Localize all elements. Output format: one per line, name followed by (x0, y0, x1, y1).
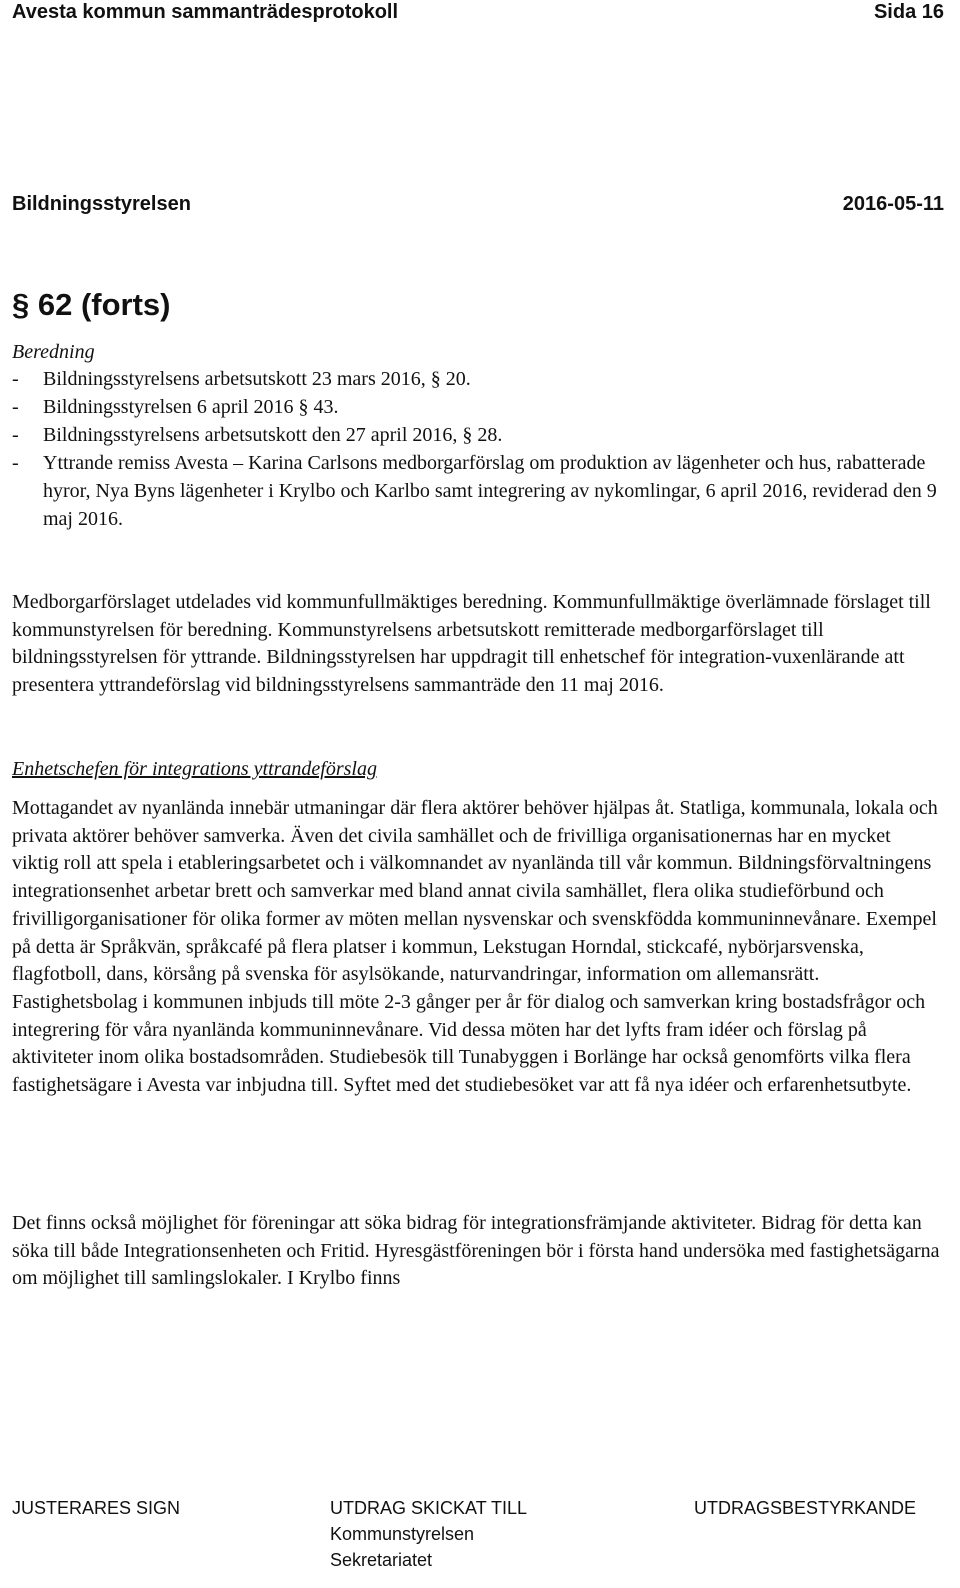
list-item (12, 421, 942, 449)
paragraph-mottagandet: Mottagandet av nyanlända innebär utmaningar där flera aktörer behöver hjälpas åt. Statliga, kommunala, lokala och privata aktörer behöver samverka. Även det civila samhället och de frivilliga organisationernas har en mycket viktig roll att spela i etableringsarbetet och i välkomnandet av nyanlända till vår kommun. Bildningsförvaltningens integrationsenhet arbetar brett och samverkar med bland annat civila samhället, flera olika studieförbund och frivilligorganisationer för olika former av möten mellan nysvenskar och svenskfödda kommuninnevånare. Exempel på detta är Språkvän, språkcafé på flera platser i kommun, Lekstugan Horndal, stickcafé, nybörjarsvenska, flagfotboll, dans, körsång på svenska för asylsökande, naturvandringar, information om allemansrätt. Fastighetsbolag i kommunen inbjuds till möte 2-3 gånger per år för dialog och samverkan kring bostadsfrågor och integrering för våra nyanlända kommuninnevånare. Vid dessa möten har det lyfts fram idéer och förslag på aktiviteter inom olika bostadsområden. Studiebesök till Tunabyggen i Borlänge har också genomförts vilka flera fastighetsägare i Avesta var inbjudna till. Syftet med det studiebesöket var att få nya idéer och erfarenhetsutbyte. (12, 797, 938, 1097)
list-item-text: Bildningsstyrelsens arbetsutskott 23 mars 2016, § 20. (43, 368, 471, 390)
paragraph-medborgarforslag: Medborgarförslaget utdelades vid kommunfullmäktiges beredning. Kommunfullmäktige överlämnade förslaget till kommunstyrelsen för beredning. Kommunstyrelsens arbetsutskott remitterade medborgarförslaget till bildningsstyrelsen för yttrande. Bildningsstyrelsen har uppdragit till enhetschef för integration-vuxenlärande att presentera yttrandeförslag vid bildningsstyrelsens sammanträde den 11 maj 2016. (12, 591, 931, 697)
list-item-text: Bildningsstyrelsens arbetsutskott den 27 april 2016, § 28. (43, 424, 503, 446)
beredning-list (12, 365, 942, 533)
list-dash: - (12, 452, 19, 474)
document-title: Avesta kommun sammanträdesprotokoll (12, 1, 399, 23)
list-item-text: Bildningsstyrelsen 6 april 2016 § 43. (43, 396, 339, 418)
subheading-yttrandeforslag: Enhetschefen för integrations yttrandeförslag (12, 758, 377, 780)
section-heading: § 62 (forts) (12, 287, 171, 322)
list-dash: - (12, 368, 19, 390)
list-item-text: Yttrande remiss Avesta – Karina Carlsons medborgarförslag om produktion av lägenheter och hus, rabatterade hyror, Nya Byns lägenheter i Krylbo och Karlbo samt integrering av nykomlingar, 6 april 2016, reviderad den 9 maj 2016. (43, 452, 937, 530)
meeting-date: 2016-05-11 (842, 193, 944, 215)
list-item (12, 365, 942, 393)
list-dash: - (12, 424, 19, 446)
list-item (12, 393, 942, 421)
footer-recipient: Sekretariatet (330, 1550, 433, 1570)
footer-recipient: Kommunstyrelsen (330, 1524, 475, 1544)
board-name: Bildningsstyrelsen (12, 193, 191, 215)
list-item (12, 449, 942, 533)
list-dash: - (12, 396, 19, 418)
footer-sign-label: JUSTERARES SIGN (12, 1498, 181, 1518)
paragraph-bidrag: Det finns också möjlighet för föreningar att söka bidrag för integrationsfrämjande aktiviteter. Bidrag för detta kan söka till både Integrationsenheten och Fritid. Hyresgästföreningen bör i första hand undersöka med fastighetsägarna om möjlighet till samlingslokaler. I Krylbo finns (12, 1212, 940, 1290)
beredning-label: Beredning (12, 341, 95, 363)
page-number: Sida 16 (873, 1, 944, 23)
footer-utdrag-label: UTDRAG SKICKAT TILL (330, 1498, 528, 1518)
footer-bestyrkande-label: UTDRAGSBESTYRKANDE (694, 1498, 917, 1518)
